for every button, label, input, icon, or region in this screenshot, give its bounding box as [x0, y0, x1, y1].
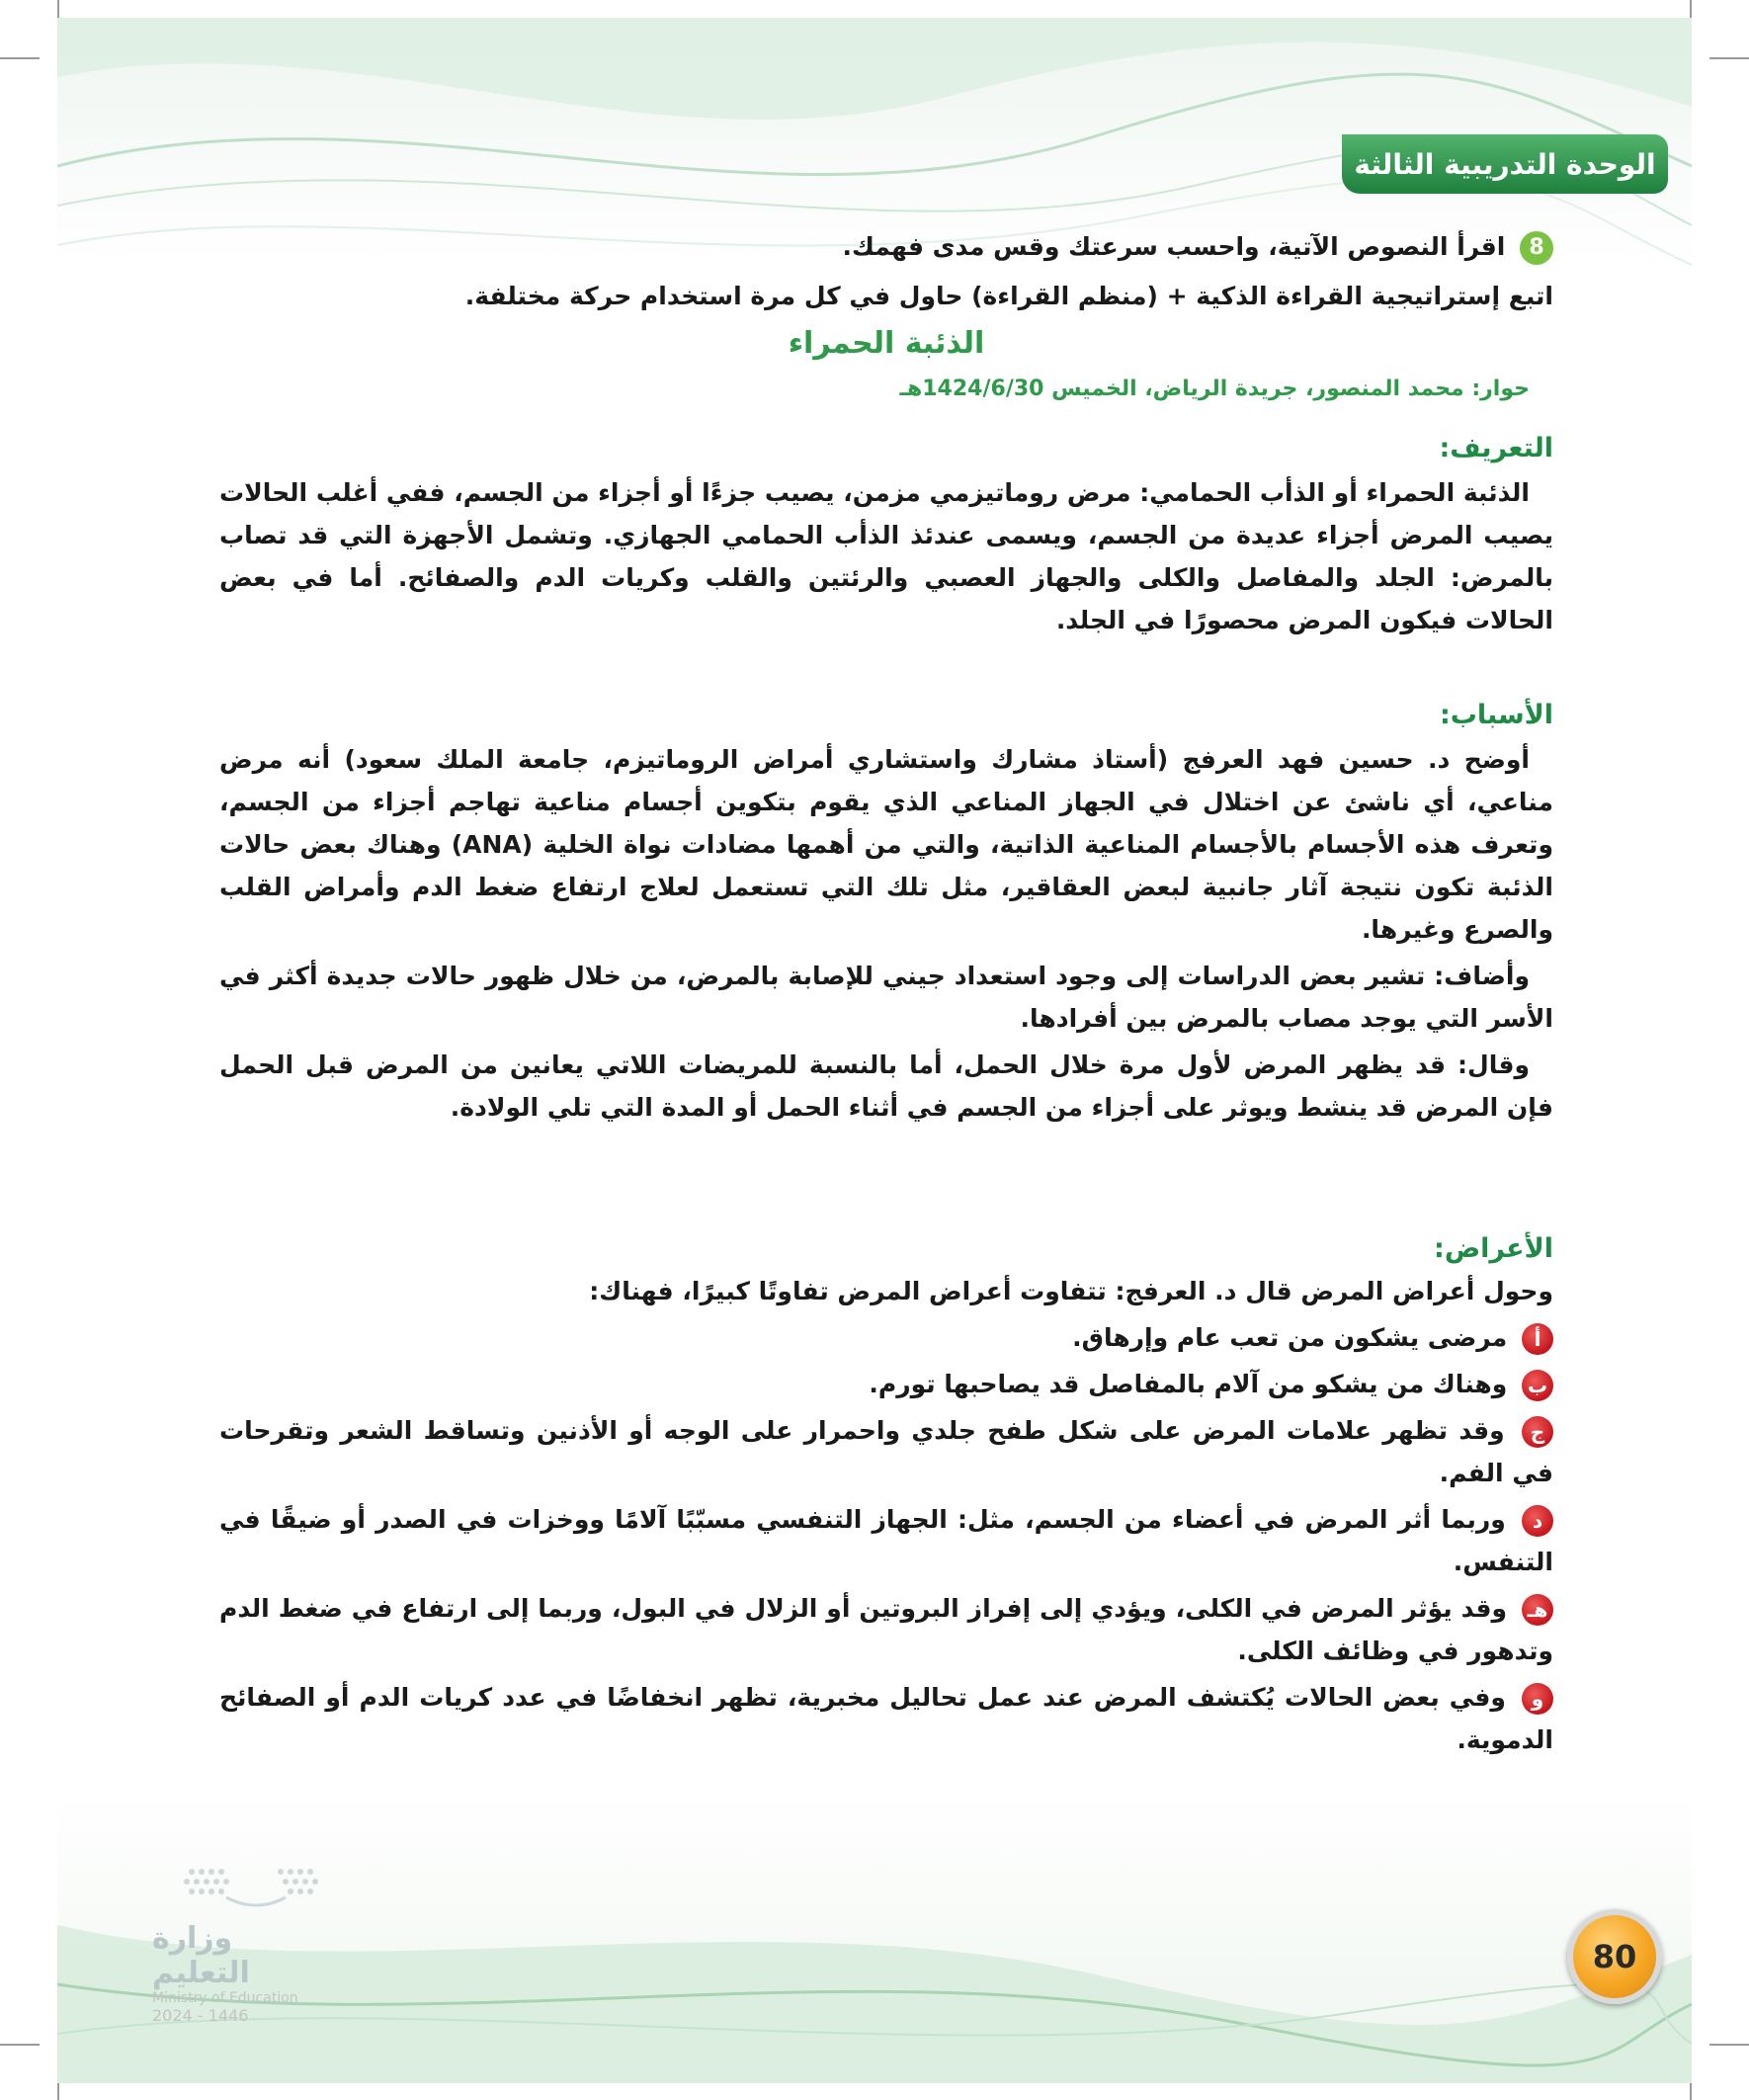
unit-title: الوحدة التدريبية الثالثة	[1354, 147, 1656, 181]
definition-heading: التعريف:	[1439, 433, 1553, 463]
ministry-logo	[152, 1862, 340, 2025]
article-source: حوار: محمد المنصور، جريدة الرياض، الخميس 1424/6/30هـ	[899, 377, 1530, 401]
crop-mark	[1709, 2044, 1749, 2046]
causes-section	[219, 700, 1553, 1129]
textbook-page	[57, 18, 1692, 2083]
symptom-letter-badge: ج	[1522, 1416, 1553, 1448]
symptom-item	[219, 1316, 1553, 1359]
page-number-badge	[1567, 1909, 1662, 2004]
crop-mark	[1709, 57, 1749, 59]
exercise-number-badge: 8	[1520, 231, 1553, 265]
crop-mark	[0, 57, 40, 59]
crop-mark	[0, 2044, 40, 2046]
symptom-item	[219, 1676, 1553, 1761]
symptom-text: مرضى يشكون من تعب عام وإرهاق.	[1072, 1323, 1508, 1352]
ministry-dots-icon	[172, 1862, 340, 1917]
symptoms-section	[219, 1233, 1553, 1761]
ministry-name-arabic: وزارة التعليم	[152, 1921, 250, 1990]
ministry-name-english: Ministry of Education	[152, 1990, 298, 2006]
instruction-line-1	[219, 225, 1553, 269]
causes-heading: الأسباب:	[1439, 700, 1553, 730]
symptom-letter-badge: هـ	[1522, 1594, 1553, 1626]
causes-paragraph-2: وأضاف: تشير بعض الدراسات إلى وجود استعداد جيني للإصابة بالمرض، من خلال ظهور حالات جديدة أكثر في الأسر التي يوجد مصاب بالمرض بين أفرادها.	[219, 962, 1553, 1033]
instruction-text-1: اقرأ النصوص الآتية، واحسب سرعتك وقس مدى فهمك.	[842, 232, 1506, 261]
symptom-item	[219, 1363, 1553, 1405]
symptom-letter-badge: و	[1522, 1683, 1553, 1715]
definition-text: الذئبة الحمراء أو الذأب الحمامي: مرض روماتيزمي مزمن، يصيب جزءًا أو أجزاء من الجسم، ففي أغلب الحالات يصيب المرض أجزاء عديدة من الجسم، ويسمى عندئذ الذأب الحمامي الجهازي. وتشمل الأجهزة التي قد تصاب بالمرض: الجلد والمفاصل والكلى والجهاز العصبي والرئتين والقلب وكريات الدم والصفائح. أما في بعض الحالات فيكون المرض محصورًا في الجلد.	[219, 478, 1553, 634]
symptom-letter-badge: أ	[1522, 1323, 1553, 1355]
unit-title-tab	[1342, 134, 1668, 194]
symptom-text: وقد يؤثر المرض في الكلى، ويؤدي إلى إفراز البروتين أو الزلال في البول، وربما إلى ارتفاع في ضغط الدم وتدهور في وظائف الكلى.	[219, 1594, 1553, 1665]
instruction-line-2: اتبع إستراتيجية القراءة الذكية + (منظم القراءة) حاول في كل مرة استخدام حركة مختلفة.	[464, 282, 1553, 310]
symptom-letter-badge: ب	[1522, 1370, 1553, 1401]
symptoms-heading: الأعراض:	[1434, 1233, 1553, 1264]
definition-section	[219, 433, 1553, 641]
symptom-item	[219, 1498, 1553, 1583]
symptom-text: وقد تظهر علامات المرض على شكل طفح جلدي واحمرار على الوجه أو الأذنين وتساقط الشعر وتقرحات في الفم.	[219, 1416, 1553, 1487]
symptom-text: وربما أثر المرض في أعضاء من الجسم، مثل: الجهاز التنفسي مسبّبًا آلامًا ووخزات في الصدر أو ضيقًا في التنفس.	[219, 1505, 1553, 1576]
causes-paragraph-1: أوضح د. حسين فهد العرفج (أستاذ مشارك واستشاري أمراض الروماتيزم، جامعة الملك سعود) أنه مرض مناعي، أي ناشئ عن اختلال في الجهاز المناعي الذي يقوم بتكوين أجسام مناعية تهاجم أجزاء من الجسم، وتعرف هذه الأجسام بالأجسام المناعية الذاتية، والتي من أهمها مضادات نواة الخلية (ANA) وهناك بعض حالات الذئبة تكون نتيجة آثار جانبية لبعض العقاقير، مثل تلك التي تستعمل لعلاج ارتفاع ضغط الدم وأمراض القلب والصرع وغيرها.	[219, 745, 1553, 944]
symptoms-intro: وحول أعراض المرض قال د. العرفج: تتفاوت أعراض المرض تفاوتًا كبيرًا، فهناك:	[589, 1277, 1553, 1305]
instructions-block	[219, 225, 1553, 401]
symptom-text: وهناك من يشكو من آلام بالمفاصل قد يصاحبها تورم.	[869, 1370, 1508, 1398]
page-number: 80	[1592, 1938, 1637, 1975]
symptom-item	[219, 1587, 1553, 1672]
causes-paragraph-3: وقال: قد يظهر المرض لأول مرة خلال الحمل، أما بالنسبة للمريضات اللاتي يعانين من المرض قبل الحمل فإن المرض قد ينشط ويوثر على أجزاء من الجسم في أثناء الحمل أو المدة التي تلي الولادة.	[219, 1050, 1553, 1122]
symptom-letter-badge: د	[1522, 1505, 1553, 1537]
article-title: الذئبة الحمراء	[788, 326, 985, 361]
symptom-text: وفي بعض الحالات يُكتشف المرض عند عمل تحاليل مخبرية، تظهر انخفاضًا في عدد كريات الدم أو الصفائح الدموية.	[219, 1683, 1553, 1754]
edition-year: 2024 - 1446	[152, 2006, 249, 2025]
symptom-item	[219, 1409, 1553, 1494]
